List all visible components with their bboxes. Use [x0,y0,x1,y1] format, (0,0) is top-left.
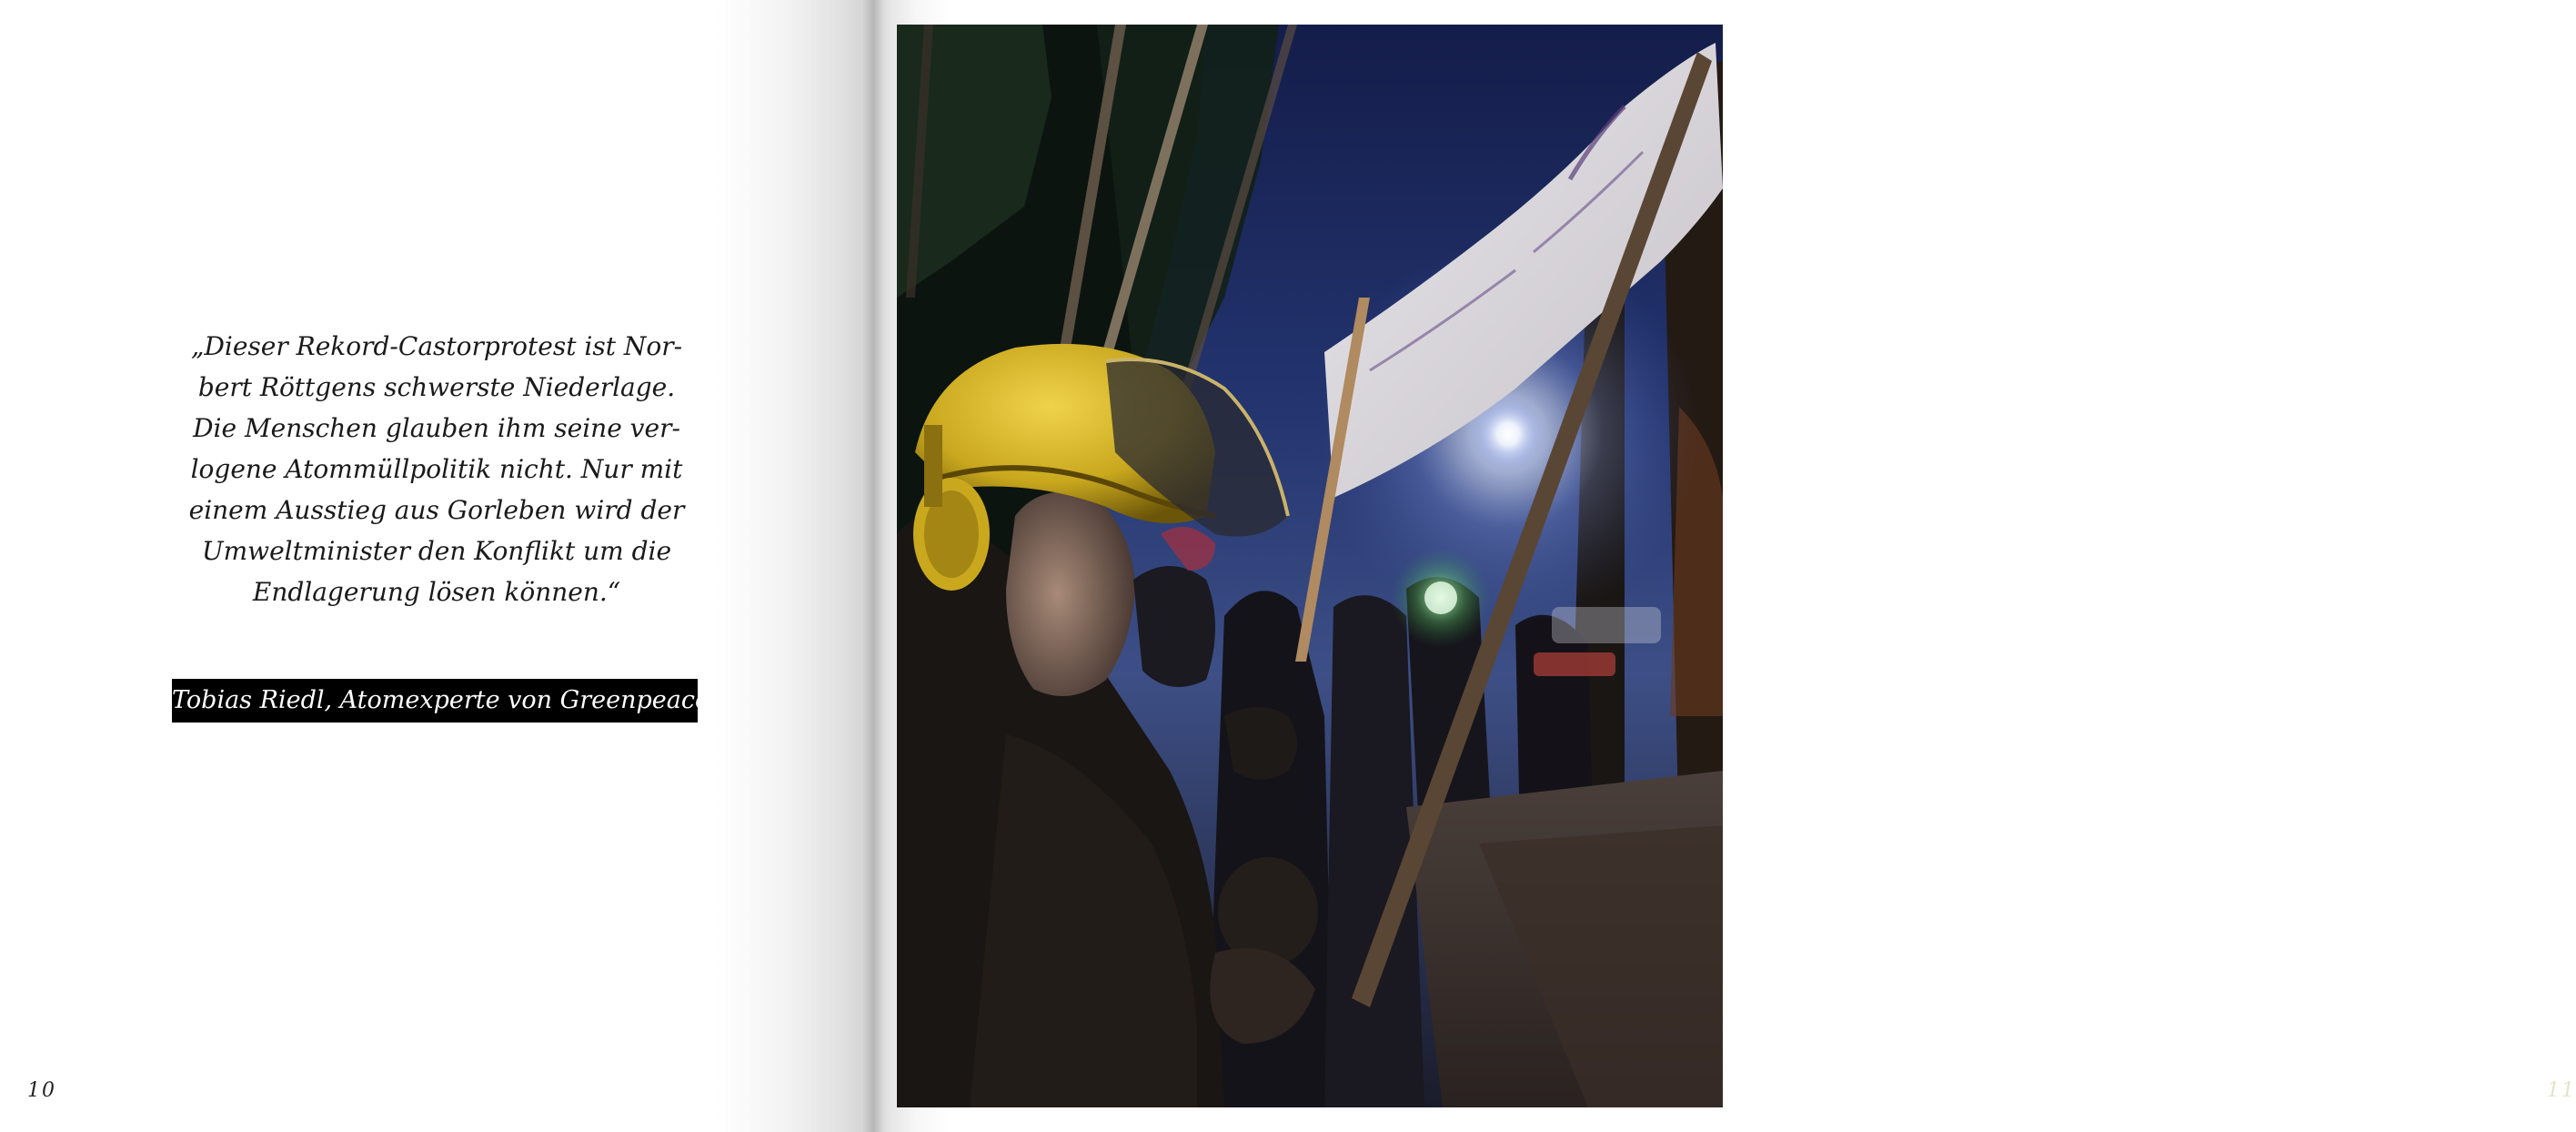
quote-line: einem Ausstieg aus Gorleben wird der [188,495,685,525]
quote-line: Umweltminister den Konflikt um die [201,536,672,566]
pull-quote [173,326,700,612]
quote-line: bert Röttgens schwerste Niederlage. [197,372,676,402]
quote-line: Endlagerung lösen können.“ [252,577,621,607]
quote-line: Die Menschen glauben ihm seine ver- [193,413,680,443]
photo-illustration [897,25,1723,1107]
quote-attribution: Tobias Riedl, Atomexperte von Greenpeace [172,679,698,723]
quote-line: logene Atommüllpolitik nicht. Nur mit [190,454,683,484]
page-number-left: 10 [27,1079,56,1102]
left-page [0,0,873,1132]
quote-line: „Dieser Rekord-Castorprotest ist Nor- [190,331,683,361]
book-gutter [862,0,884,1132]
night-protest-photo [897,25,1723,1107]
page-number-right: 11 [2547,1079,2576,1102]
